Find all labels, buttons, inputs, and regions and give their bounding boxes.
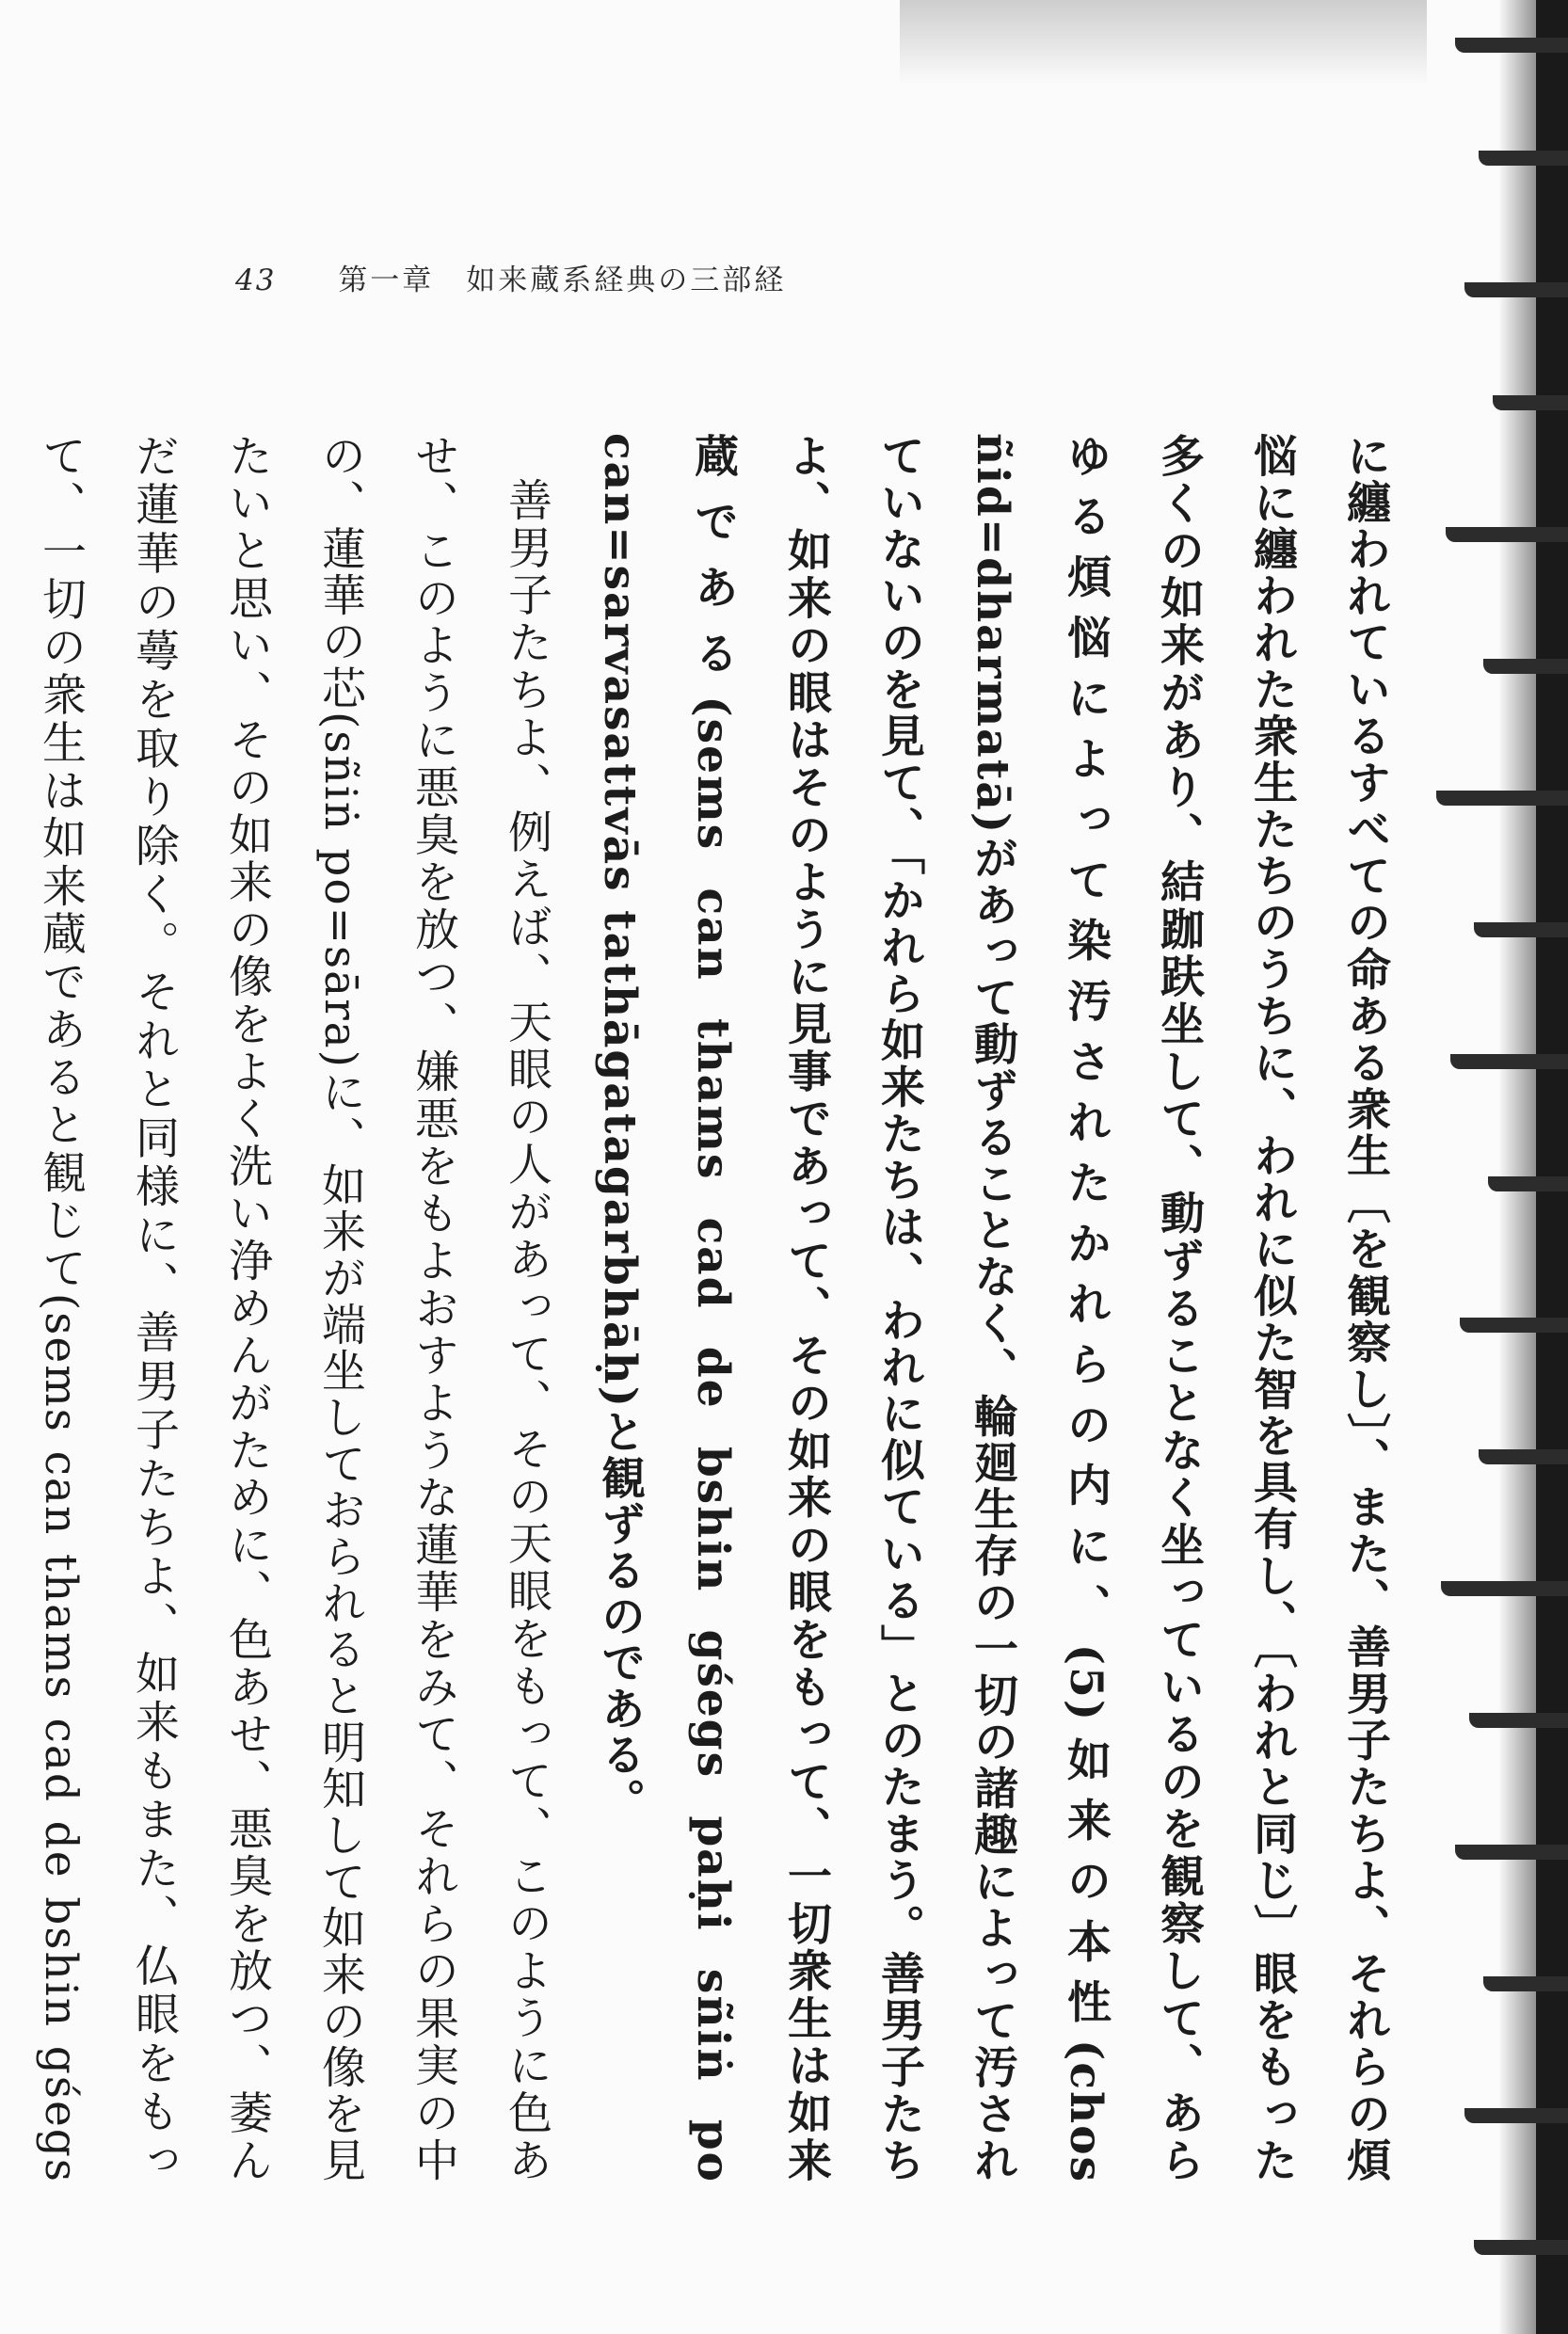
page-header [235,256,786,298]
vertical-text-body [35,433,1412,2184]
running-title: 第一章 如来蔵系経典の三部経 [338,264,787,297]
binding-edge [1427,0,1568,2334]
paragraph-2: 善男子たちよ、例えば、天眼の人があって、その天眼をもって、このように色あせ、このように悪臭を放つ、嫌悪をもよおすような蓮華をみて、それらの果実の中の、蓮華の芯(sñiṅ po=sāra)に、如来が端坐しておられると明知して如来の像を見たいと思い、その如来の像をよく洗い浄めんがために、色あせ、悪臭を放つ、萎んだ蓮華の蕚を取り除く。それと同様に、善男子たちよ、如来もまた、仏眼をもって、一切の衆生は如来蔵であると観じて(sems can thams cad de bshin gśegs [35,433,552,2184]
paragraph-1: に纏われているすべての命ある衆生〔を観察し〕、また、善男子たちよ、それらの煩悩に纏われた衆生たちのうちに、われに似た智を具有し、〔われと同じ〕眼をもった多くの如来があり、結跏趺坐して、動ずることなく坐っているのを観察して、あらゆる煩悩によって染汚されたかれらの内に、(5)如来の本性(chos ñid=dharmatā)があって動ずることなく、輪廻生存の一切の諸趣によって汚されていないのを見て、「かれら如来たちは、われに似ている」とのたまう。善男子たちよ、如来の眼はそのように見事であって、その如来の眼をもって、一切衆生は如来蔵である(sems can thams cad de bshin gśegs paḥi sñiṅ po can=sarvasattvās tathāgatagarbhāḥ)と観ずるのである。 [594,433,1391,2183]
page-number: 43 [235,264,277,297]
scan-shadow [900,0,1427,85]
